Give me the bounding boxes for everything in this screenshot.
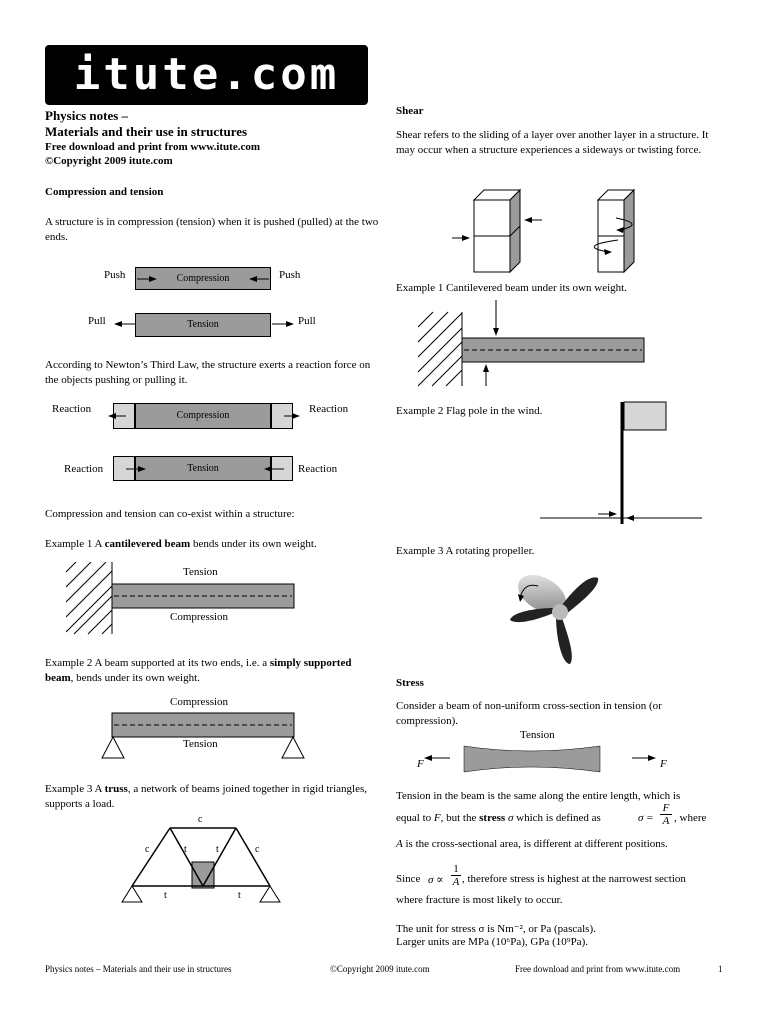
stress-p1-rest: is the cross-sectional area, is different at different positions. bbox=[402, 838, 668, 850]
site-logo: itute.com bbox=[45, 45, 368, 105]
footer-right: Free download and print from www.itute.com bbox=[515, 964, 681, 974]
left-ex3-text bbox=[45, 782, 380, 812]
stress-p1-post: which is defined as bbox=[513, 812, 601, 824]
doc-title-line1: Physics notes – bbox=[45, 108, 129, 123]
formula-where: , where bbox=[674, 812, 707, 824]
formula-num: F bbox=[660, 802, 672, 815]
download-note: Free download and print from www.itute.com bbox=[45, 141, 261, 153]
flagpole-diagram bbox=[540, 398, 706, 528]
unit-text bbox=[396, 923, 596, 949]
force-label-left: F bbox=[417, 758, 424, 770]
compression-label: Compression bbox=[176, 273, 230, 284]
since-fraction bbox=[451, 863, 461, 888]
doc-title-line2: Materials and their use in structures bbox=[45, 124, 248, 139]
truss-label-c-left: c bbox=[145, 844, 150, 855]
ss-tension-label: Tension bbox=[183, 738, 218, 750]
truss-label-c-top: c bbox=[198, 814, 203, 825]
truss-label-c-right: c bbox=[255, 844, 260, 855]
left-ex3-pre: Example 3 A bbox=[45, 783, 105, 795]
propeller-diagram bbox=[506, 568, 606, 668]
left-ex3-post: , a network of beams joined together in rigid triangles, supports a load. bbox=[45, 783, 367, 810]
left-ex1-text bbox=[45, 538, 380, 550]
coexist-text: Compression and tension can co-exist within a structure: bbox=[45, 508, 295, 520]
left-ex2-pre: Example 2 A beam supported at its two ends, i.e. a bbox=[45, 657, 270, 669]
simply-supported-diagram bbox=[100, 710, 310, 762]
since-line2: where fracture is most likely to occur. bbox=[396, 894, 563, 906]
stress-p1-sigma: σ bbox=[505, 812, 514, 824]
tension-label-2: Tension bbox=[187, 463, 219, 474]
reaction-arrows-2 bbox=[120, 459, 290, 479]
left-ex2-text bbox=[45, 656, 380, 686]
heading-compression-tension: Compression and tension bbox=[45, 186, 164, 198]
reaction-label-3: Reaction bbox=[64, 463, 104, 475]
left-ex2-bold: simply supported beam bbox=[45, 657, 352, 684]
shear-text: Shear refers to the sliding of a layer over another layer in a structure. It may occur when a structure experiences a sideways or twisting force. bbox=[396, 129, 709, 156]
stress-p1-line1: Tension in the beam is the same along the entire length, which is bbox=[396, 790, 681, 802]
since-num: 1 bbox=[451, 863, 461, 876]
stress-tension-label: Tension bbox=[520, 729, 555, 741]
ss-compression-label: Compression bbox=[170, 696, 229, 708]
stress-p1-mid: , but the bbox=[440, 812, 480, 824]
force-label-right: F bbox=[660, 758, 667, 770]
formula-den: A bbox=[662, 815, 670, 827]
intro-text: A structure is in compression (tension) when it is pushed (pulled) at the two ends. bbox=[45, 216, 379, 243]
stress-p1-A: A bbox=[396, 838, 403, 850]
reaction-arrows-1 bbox=[104, 406, 304, 426]
since-pre: Since bbox=[396, 873, 421, 885]
since-lhs: σ ∝ bbox=[428, 874, 444, 886]
left-ex3-bold: truss bbox=[104, 783, 128, 795]
push-arrows bbox=[135, 267, 275, 291]
right-ex2-text: Example 2 Flag pole in the wind. bbox=[396, 405, 543, 417]
truss-label-t4: t bbox=[238, 890, 241, 901]
footer-left: Physics notes – Materials and their use in structures bbox=[45, 964, 232, 974]
left-ex1-pre: Example 1 A bbox=[45, 538, 105, 550]
copyright-note: ©Copyright 2009 itute.com bbox=[45, 155, 173, 167]
unit-line2: Larger units are MPa (10⁶Pa), GPa (10⁹Pa). bbox=[396, 936, 588, 948]
pull-label-left: Pull bbox=[88, 315, 106, 327]
truss-label-t1: t bbox=[184, 844, 187, 855]
formula-fraction bbox=[660, 802, 672, 827]
truss-label-t2: t bbox=[216, 844, 219, 855]
since-den: A bbox=[452, 876, 460, 888]
reaction-label-1: Reaction bbox=[52, 403, 92, 415]
formula-lhs: σ = bbox=[638, 812, 654, 824]
footer-page-number: 1 bbox=[718, 964, 723, 974]
push-label-left: Push bbox=[104, 269, 126, 281]
stress-intro: Consider a beam of non-uniform cross-section in tension (or compression). bbox=[396, 700, 662, 727]
compression-label-2: Compression bbox=[176, 410, 230, 421]
unit-line1: The unit for stress σ is Nm⁻², or Pa (pascals). bbox=[396, 923, 596, 935]
right-ex3-text: Example 3 A rotating propeller. bbox=[396, 545, 535, 557]
stress-p1-line3 bbox=[396, 838, 726, 850]
newton-text: According to Newton’s Third Law, the structure exerts a reaction force on the objects pushing or pulling it. bbox=[45, 359, 371, 386]
footer-center: ©Copyright 2009 itute.com bbox=[330, 964, 430, 974]
stress-p1-bold: stress bbox=[479, 812, 506, 824]
heading-stress: Stress bbox=[396, 677, 424, 689]
reaction-label-4: Reaction bbox=[298, 463, 338, 475]
stress-p1-pre: equal to bbox=[396, 812, 434, 824]
truss-label-t3: t bbox=[164, 890, 167, 901]
heading-shear: Shear bbox=[396, 105, 424, 117]
cantilever-compression-label: Compression bbox=[170, 611, 229, 623]
tapered-beam-diagram bbox=[410, 744, 680, 776]
shear-blocks-diagram bbox=[448, 186, 668, 278]
tension-bar bbox=[135, 313, 271, 337]
shear-cantilever-diagram bbox=[418, 298, 648, 388]
tension-label: Tension bbox=[187, 319, 219, 330]
pull-label-right: Pull bbox=[298, 315, 316, 327]
stress-p1-F: F bbox=[433, 812, 441, 824]
left-ex2-post: , bends under its own weight. bbox=[70, 672, 200, 684]
since-post: , therefore stress is highest at the narrowest section bbox=[462, 873, 686, 885]
left-ex1-post: bends under its own weight. bbox=[190, 538, 317, 550]
truss-diagram bbox=[118, 810, 288, 914]
cantilever-tension-label: Tension bbox=[183, 566, 218, 578]
left-ex1-bold: cantilevered beam bbox=[104, 538, 191, 550]
reaction-label-2: Reaction bbox=[309, 403, 349, 415]
pull-arrow-right bbox=[270, 316, 296, 332]
right-ex1-text: Example 1 Cantilevered beam under its own weight. bbox=[396, 282, 627, 294]
push-label-right: Push bbox=[279, 269, 301, 281]
